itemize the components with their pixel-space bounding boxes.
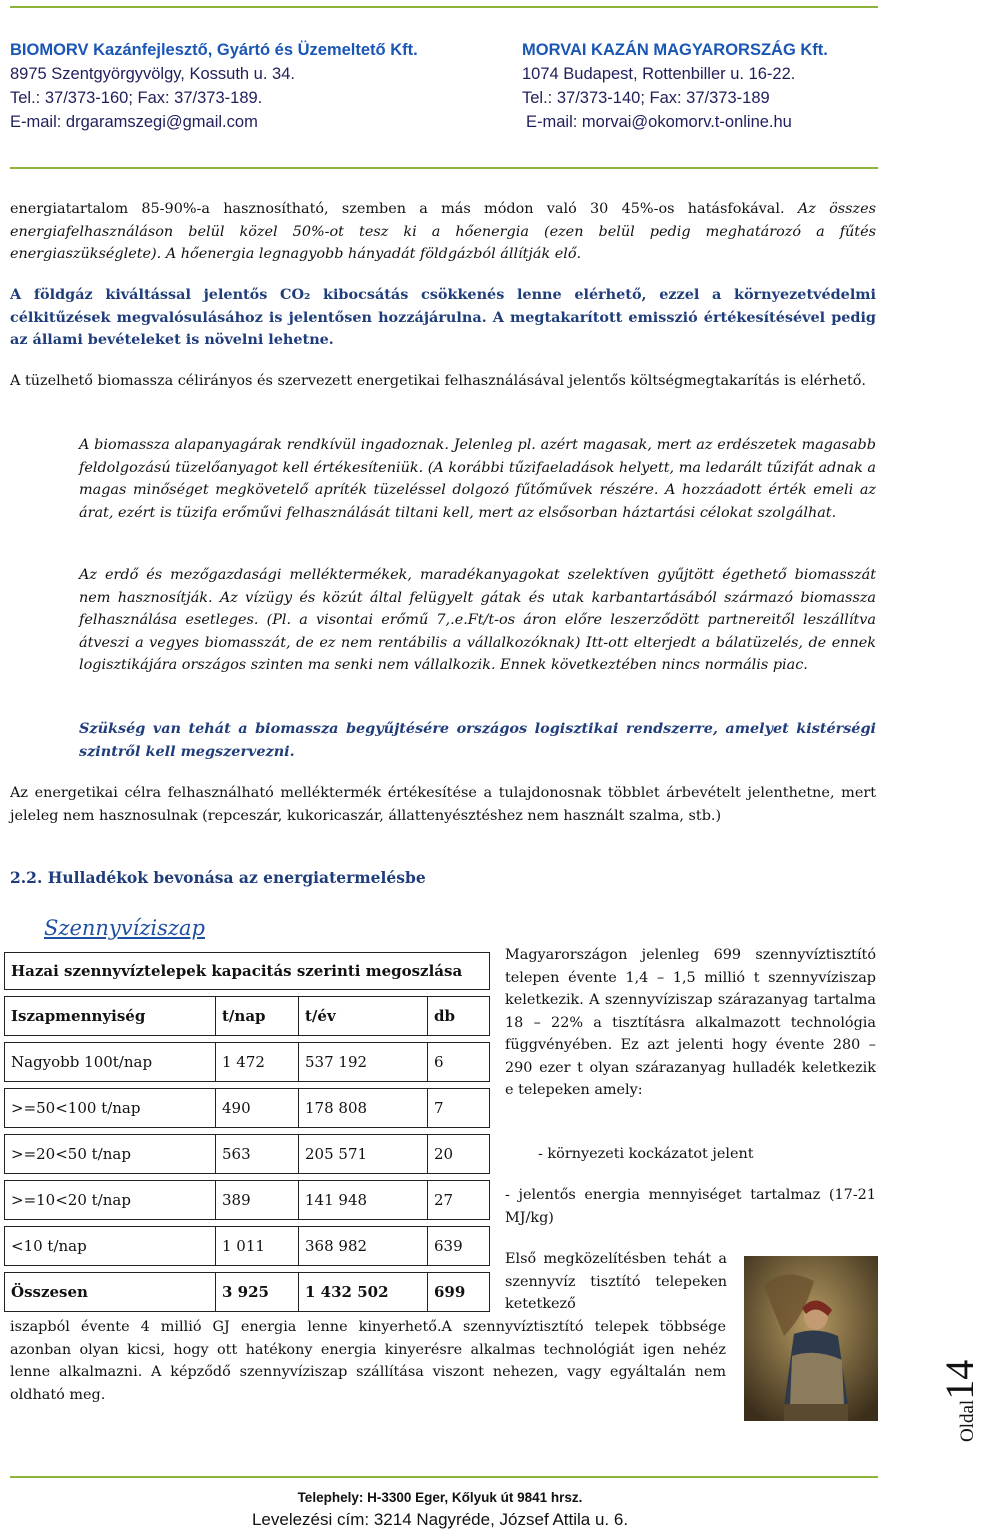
paragraph-energy xyxy=(10,198,876,266)
footer-site: Telephely: H-3300 Eger, Kőlyuk út 9841 hrsz. xyxy=(297,1490,583,1505)
table-header-cell: Iszapmennyiség xyxy=(5,997,216,1036)
table-cell: 6 xyxy=(428,1043,490,1082)
table-cell: 490 xyxy=(216,1089,299,1128)
footer xyxy=(0,1488,880,1532)
bullet-energy: - jelentős energia mennyiséget tartalmaz (17-21 MJ/kg) xyxy=(505,1187,876,1226)
table-header-row xyxy=(5,997,490,1036)
company-left-title: BIOMORV Kazánfejlesztő, Gyártó és Üzemeltető Kft. xyxy=(10,41,418,59)
table-row xyxy=(5,1181,490,1220)
page-label: Oldal xyxy=(957,1399,978,1442)
footer-rule xyxy=(10,1476,878,1478)
table-cell: 639 xyxy=(428,1227,490,1266)
table-cell: >=50<100 t/nap xyxy=(5,1089,216,1128)
table-cell: 27 xyxy=(428,1181,490,1220)
painting-figure-icon xyxy=(744,1256,878,1421)
paragraph-energy-normal: energiatartalom 85-90%-a hasznosítható, szemben a más módon való 30 45%-os hatásfokával. xyxy=(10,201,785,217)
table-row xyxy=(5,1227,490,1266)
table-cell: 205 571 xyxy=(299,1135,428,1174)
page-number-value: 14 xyxy=(937,1359,982,1400)
table-cell: 389 xyxy=(216,1181,299,1220)
capacity-table xyxy=(4,952,490,1312)
paragraph-co2: A földgáz kiváltással jelentős CO₂ kibocsátás csökkenés lenne elérhető, ezzel a környezetvédelmi célkitűzések megvalósulásához is jelentősen hozzájárulna. A megtakarított emisszió értékesítésével pedig az állami bevételeket is növelni lehetne. xyxy=(10,286,876,348)
table-total-row xyxy=(5,1273,490,1312)
table-cell: 178 808 xyxy=(299,1089,428,1128)
table-cell: 141 948 xyxy=(299,1181,428,1220)
section-heading: 2.2. Hulladékok bevonása az energiatermelésbe xyxy=(10,868,426,887)
table-row xyxy=(5,1135,490,1174)
paragraph-logistics: Szükség van tehát a biomassza begyűjtésére országos logisztikai rendszerre, amelyet kistérségi szintről kell megszervezni. xyxy=(79,720,876,760)
company-right-phone: Tel.: 37/373-140; Fax: 37/373-189 xyxy=(522,89,770,107)
table-cell: 7 xyxy=(428,1089,490,1128)
header-right xyxy=(522,38,942,134)
table-header-cell: db xyxy=(428,997,490,1036)
company-right-address: 1074 Budapest, Rottenbiller u. 16-22. xyxy=(522,65,796,83)
side-paragraph-first-approach: Első megközelítésben tehát a szennyvíz tisztító telepeken ketetkező xyxy=(505,1251,727,1312)
subheading-sludge: Szennyvíziszap xyxy=(44,916,205,940)
paragraph-biomass-cost: A tüzelhető biomassza célirányos és szervezett energetikai felhasználásával jelentős költségmegtakarítás is elérhető. xyxy=(10,373,867,389)
page-number xyxy=(936,1360,983,1442)
table-cell: >=20<50 t/nap xyxy=(5,1135,216,1174)
footer-address: Levelezési cím: 3214 Nagyréde, József Attila u. 6. xyxy=(251,1510,629,1529)
side-paragraph-sludge: Magyarországon jelenleg 699 szennyvíztisztító telepen évente 1,4 – 1,5 millió t szennyvíziszap keletkezik. A szennyvíziszap szárazanyag tartalma 18 – 22% a tisztításra alkalmazott technológia függvényében. Ez azt jelenti hogy évente 280 – 290 ezer t olyan szárazanyag hulladék keletkezik e telepeken amely: xyxy=(505,947,876,1098)
header-rule xyxy=(10,167,878,169)
table-cell: Nagyobb 100t/nap xyxy=(5,1043,216,1082)
table-total-cell: Összesen xyxy=(5,1273,216,1312)
paragraph-prices: A biomassza alapanyagárak rendkívül ingadoznak. Jelenleg pl. azért magasak, mert az erdészetek magasabb feldolgozású tüzelőanyagot kell értékesíteniük. (A korábbi tűzifaeladások helyett, ma ledarált tűzifát adnak a magas minőséget megkövetelő apríték tüzeléssel dolgozó fűtőművek részére. A hozzáadott érték emeli az árat, ezért is tüzifa erőművi felhasználását tiltani kell, mert az elsősorban háztartási célokat szolgálhat. xyxy=(79,437,876,521)
table-cell: 1 011 xyxy=(216,1227,299,1266)
company-left-address: 8975 Szentgyörgyvölgy, Kossuth u. 34. xyxy=(10,65,295,83)
table-total-cell: 699 xyxy=(428,1273,490,1312)
paragraph-sludge-energy: iszapból évente 4 millió GJ energia lenne kinyerhető.A szennyvíztisztító telepek többsége azonban olyan kicsi, hogy ott hatékony energia kinyerésre alkalmas technológiát igen nehéz lenne alkalmazni. A képződő szennyvíziszap szállítása viszont nehezen, vagy egyáltalán nem oldható meg. xyxy=(10,1319,726,1403)
table-cell: <10 t/nap xyxy=(5,1227,216,1266)
paragraph-energy-italic: Az összes energiafelhasználáson belül közel 50%-ot tesz ki a hőenergia (ezen belül pedig meghatározó a fűtés energiaszükséglete). A hőenergia legnagyobb hányadát földgázból állítják elő. xyxy=(10,201,877,262)
bullet-risk: - környezeti kockázatot jelent xyxy=(538,1146,754,1162)
table-cell: 1 472 xyxy=(216,1043,299,1082)
company-right-title: MORVAI KAZÁN MAGYARORSZÁG Kft. xyxy=(522,41,828,59)
table-cell: 20 xyxy=(428,1135,490,1174)
company-right-email: E-mail: morvai@okomorv.t-online.hu xyxy=(526,113,792,131)
company-left-email: E-mail: drgaramszegi@gmail.com xyxy=(10,113,258,131)
table-total-cell: 1 432 502 xyxy=(299,1273,428,1312)
table-row xyxy=(5,1043,490,1082)
table-cell: 563 xyxy=(216,1135,299,1174)
company-left-phone: Tel.: 37/373-160; Fax: 37/373-189. xyxy=(10,89,263,107)
top-rule xyxy=(10,6,878,8)
table-header-cell: t/nap xyxy=(216,997,299,1036)
table-cell: 537 192 xyxy=(299,1043,428,1082)
painting-image xyxy=(744,1256,878,1421)
table-header-cell: t/év xyxy=(299,997,428,1036)
table-cell: >=10<20 t/nap xyxy=(5,1181,216,1220)
table-row xyxy=(5,1089,490,1128)
table-caption: Hazai szennyvíztelepek kapacitás szerinti megoszlása xyxy=(5,953,490,990)
paragraph-revenue: Az energetikai célra felhasználható melléktermék értékesítése a tulajdonosnak többlet árbevételt jelenthetne, mert jeleleg nem hasznosulnak (repceszár, kukoricaszár, állattenyésztéshez nem használt szalma, stb.) xyxy=(10,785,876,824)
table-total-cell: 3 925 xyxy=(216,1273,299,1312)
paragraph-byproducts: Az erdő és mezőgazdasági melléktermékek, maradékanyagokat szelektíven gyűjtött égethető biomasszát nem hasznosítják. Az vízügy és közút által felügyelt gátak és utak karbantartásából származó biomassza felhasználása esetleges. (Pl. a visontai erőmű 7,.e.Ft/t-os áron előre leszerződött partnereitől leszállítva átveszi a vegyes biomasszát, de ez nem rentábilis a vállalkozóknak) Itt-ott elterjedt a bálatüzelés, de ennek logisztikájára országos szinten ma senki nem vállalkozik. Ennek következtében nincs normális piac. xyxy=(79,567,876,673)
header-left xyxy=(10,38,490,134)
table-cell: 368 982 xyxy=(299,1227,428,1266)
